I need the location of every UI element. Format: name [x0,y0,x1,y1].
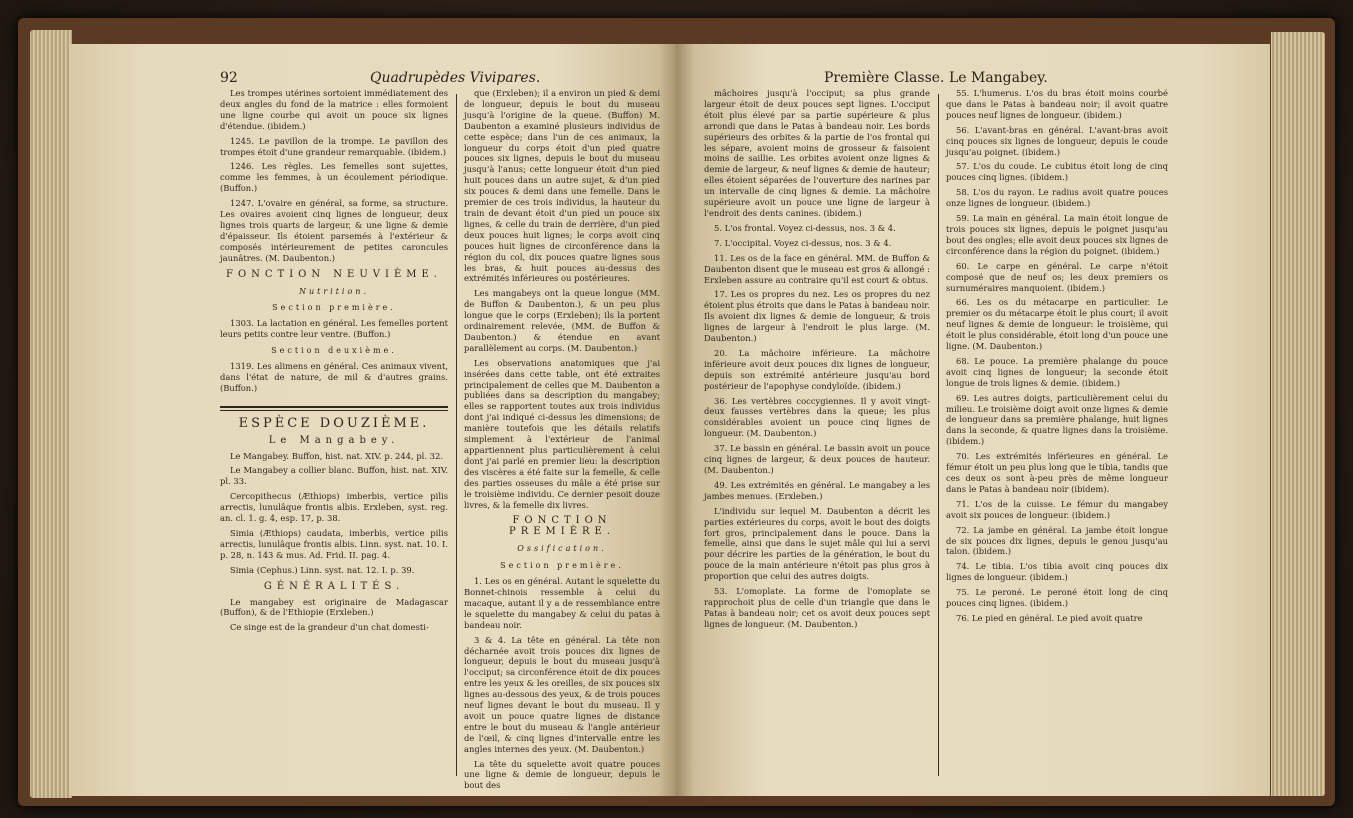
paragraph: Cercopithecus (Æthiops) imberbis, vertice pilis arrectis, lunulâque frontis albis. Erxleben, syst. reg. an. cl. 1. g. 4, esp. 17, p. 38. [220,491,448,524]
section-heading: ESPÈCE DOUZIÈME. [238,415,430,431]
right-page-edges [1271,32,1325,796]
right-page [676,44,1270,796]
paragraph: 60. Le carpe en général. Le carpe n'étoit composé que de neuf os; les deux premiers os surnuméraires manquoient. (ibidem.) [946,260,1168,293]
paragraph: 7. L'occipital. Voyez ci-dessus, nos. 3 & 4. [714,237,892,248]
left-page [70,44,676,796]
section-heading: Section première. [500,561,624,571]
section-heading: Nutrition. [298,286,370,296]
paragraph: 1. Les os en général. Autant le squelette du Bonnet-chinois ressemble à celui du macaque, autant il y a de ressemblance entre le squelette du mangabey & celui du patas à bandeau noir. [464,576,660,630]
left-page-edges [30,30,72,798]
paragraph: 55. L'humerus. L'os du bras étoit moins courbé que dans le Patas à bandeau noir; il avoit quatre pouces neuf lignes de longueur. (ibidem.) [946,88,1168,120]
paragraph: mâchoires jusqu'à l'occiput; sa plus grande largeur étoit de deux pouces sept lignes. L'occiput étoit plus élevé par sa partie supérieure & plus arrondi que dans le Patas à bandeau noir. Les bords supérieurs des orbites & la partie de l'os frontal qui les sépare, avoient moins de grosseur & faisoient moins de saillie. Les orbites avoient onze lignes & demie de largeur, & neuf lignes & demie de hauteur; elles étoient séparées de l'ouverture des narines par un intervalle de cinq lignes & demie. La mâchoire supérieure avoit un pouce une ligne de largeur à l'endroit des dents canines. (ibidem.) [704,88,930,218]
paragraph: 37. Le bassin en général. Le bassin avoit un pouce cinq lignes de largeur, & deux pouces de hauteur. (M. Daubenton.) [704,443,930,475]
paragraph: 53. L'omoplate. La forme de l'omoplate se rapprochoit plus de celle d'un triangle que dans le Patas à bandeau noir; cet os avoit deux pouces sept lignes de longueur. (M. Daubenton.) [704,586,930,629]
left-column-2 [464,88,660,795]
paragraph: 56. L'avant-bras en général. L'avant-bras avoit cinq pouces six lignes de longueur, depuis le coude jusqu'au poignet. (ibidem.) [946,124,1168,157]
paragraph: 76. Le pied en général. Le pied avoit quatre [956,612,1143,623]
paragraph: 1245. Le pavillon de la trompe. Le pavillon des trompes étoit d'une grandeur remarquable. (ibidem.) [220,135,448,157]
paragraph: que (Erxleben); il a environ un pied & demi de longueur, depuis le bout du museau jusqu'à l'origine de la queue. (Buffon) M. Daubenton a examiné plusieurs individus de cette espèce; dans l'un de ces animaux, la longueur du corps étoit d'un pied quatre pouces six lignes, depuis le bout du museau jusqu'à l'anus; cette longueur étoit d'un pied huit pouces dans un autre sujet, & d'un pied six pouces & demi dans une femelle. Dans le premier de ces trois individus, la hauteur du train de devant étoit d'un pied un pouce six lignes, & celle du train de derrière, d'un pied deux pouces huit lignes; le corps avoit cinq pouces huit lignes de circonférence dans la région du col, dix pouces quatre lignes sous les bras, & huit pouces au-dessus des extrémités inférieures ou postérieures. [464,88,660,284]
paragraph: 72. La jambe en général. La jambe étoit longue de six pouces dix lignes, depuis le genou jusqu'au talon. (ibidem.) [946,524,1168,557]
paragraph: 74. Le tibia. L'os tibia avoit cinq pouces dix lignes de longueur. (ibidem.) [946,561,1168,583]
paragraph: Les observations anatomiques que j'ai insérées dans cette table, ont été extraites principalement de celles que M. Daubenton a publiées dans sa description du mangabey; elles se rapportent toutes aux trois individus dont j'ai indiqué ci-dessus les dimensions; de manière toutefois que les détails relatifs simplement à l'extérieur de l'animal appartiennent plus particulièrement à celui dont j'ai parlé en premier lieu: la description des viscères a été faite sur la femelle, & celle des parties osseuses du mâle a été prise sur le troisième individu. Ce dernier pesoit douze livres, & la femelle dix livres. [464,357,660,510]
paragraph: 11. Les os de la face en général. MM. de Buffon & Daubenton disent que le museau est gros & allongé : Erxleben assure au contraire qu'il est court & obtus. [704,252,930,285]
paragraph: Les mangabeys ont la queue longue (MM. de Buffon & Daubenton.), & un peu plus longue que le corps (Erxleben); ils la portent ordinairement relevée, (MM. de Buffon & Daubenton.) & étendue en avant parallèlement au corps. (M. Daubenton.) [464,288,660,353]
right-column-1 [704,88,930,634]
section-heading: Le Mangabey. [268,434,400,446]
section-heading: FONCTION NEUVIÈME. [226,268,442,280]
paragraph: 58. L'os du rayon. Le radius avoit quatre pouces onze lignes de longueur. (ibidem.) [946,187,1168,209]
section-heading: Section première. [272,303,396,313]
paragraph: La tête du squelette avoit quatre pouces une ligne & demie de longueur, depuis le bout des [464,758,660,791]
section-rule [220,406,448,411]
paragraph: 17. Les os propres du nez. Les os propres du nez étoient plus étroits que dans le Patas à bandeau noir. Ils avoient dix lignes & demie de longueur, & trois lignes de largeur à l'endroit le plus large. (M. Daubenton.) [704,289,930,344]
right-column-2 [946,88,1168,628]
left-running-head: Quadrupèdes Vivipares. [370,70,541,86]
left-page-number: 92 [220,70,238,86]
paragraph: Le Mangabey. Buffon, hist. nat. XIV. p. 244, pl. 32. [230,450,444,461]
paragraph: 70. Les extrémités inférieures en général. Le fémur étoit un peu plus long que le tibia, tandis que ces deux os sont à-peu près de même longueur dans le Patas à bandeau noir (ibidem). [946,451,1168,494]
paragraph: 68. Le pouce. La première phalange du pouce avoit cinq lignes de longueur; la seconde étoit longue de trois lignes & demie. (ibidem.) [946,355,1168,388]
paragraph: 1303. La lactation en général. Les femelles portent leurs petits contre leur ventre. (Buffon.) [220,318,448,340]
paragraph: Simia (Æthiops) caudata, imberbis, vertice pilis arrectis, lunulâque frontis albis. Linn. syst. nat. 10. I. p. 28, n. 143 & mus. Ad. Frid. II. pag. 4. [220,528,448,560]
right-running-head: Première Classe. Le Mangabey. [824,70,1048,86]
column-divider [456,94,457,776]
paragraph: 59. La main en général. La main étoit longue de trois pouces six lignes, depuis le poignet jusqu'au bout des ongles; elle avoit deux pouces six lignes de circonférence dans la région du poignet. (ibidem.) [946,213,1168,256]
paragraph: Le Mangabey a collier blanc. Buffon, hist. nat. XIV. pl. 33. [220,465,448,487]
column-divider [938,94,939,776]
paragraph: Ce singe est de la grandeur d'un chat domesti- [230,622,429,633]
paragraph: 20. La mâchoire inférieure. La mâchoire inférieure avoit deux pouces dix lignes de longueur, depuis son extrémité antérieure jusqu'au bord postérieur de l'apophyse condyloïde. (ibidem.) [704,347,930,391]
paragraph: 3 & 4. La tête en général. La tête non décharnée avoit trois pouces dix lignes de longueur, depuis le bout du museau jusqu'à l'occiput; sa circonférence étoit de dix pouces entre les yeux & les oreilles, de six pouces six lignes au-dessous des yeux, & de trois pouces neuf lignes devant le bout du museau. Il y avoit un pouce quatre lignes de distance entre le bout du museau & l'angle antérieur de l'œil, & cinq lignes d'intervalle entre les angles internes des yeux. (M. Daubenton.) [464,634,660,754]
paragraph: 1247. L'ovaire en général, sa forme, sa structure. Les ovaires avoient cinq lignes de longueur, deux lignes trois quarts de largeur, & une ligne & demie d'épaisseur. Ils étoient parsemés à l'extérieur & composés intérieurement de petites caroncules jaunâtres. (M. Daubenton.) [220,198,448,263]
paragraph: 1319. Les alimens en général. Ces animaux vivent, dans l'état de nature, de mil & d'autres grains. (Buffon.) [220,361,448,393]
section-heading: FONCTION PREMIÈRE. [508,515,616,538]
paragraph: Les trompes utérines sortoient immédiatement des deux angles du fond de la matrice : elles formoient une ligne courbe qui avoit un pouce six lignes d'étendue. (ibidem.) [220,88,448,131]
paragraph: 69. Les autres doigts, particulièrement celui du milieu. Le troisième doigt avoit onze lignes & demie de longueur dans sa première phalange, huit lignes dans la seconde, & quatre lignes dans la troisième. (ibidem.) [946,392,1168,447]
paragraph: 71. L'os de la cuisse. Le fémur du mangabey avoit six pouces de longueur. (ibidem.) [946,498,1168,520]
section-heading: Section deuxième. [271,346,397,356]
paragraph: 49. Les extrémités en général. Le mangabey a les jambes menues. (Erxleben.) [704,479,930,501]
paragraph: L'individu sur lequel M. Daubenton a décrit les parties extérieures du corps, avoit le bout des doigts fort gros, principalement dans le pouce. Dans la femelle, ainsi que dans le sujet mâle qui lui a servi pour décrire les parties de la génération, le bout du pouce de la main antérieure n'étoit pas plus gros à proportion que celui des autres doigts. [704,505,930,582]
left-column-1 [220,88,448,637]
paragraph: 57. L'os du coude. Le cubitus étoit long de cinq pouces cinq lignes. (ibidem.) [946,161,1168,183]
paragraph: 1246. Les règles. Les femelles sont sujettes, comme les femmes, à un écoulement périodique. (Buffon.) [220,161,448,194]
section-heading: Ossification. [517,544,607,554]
section-heading: GÉNÉRALITÉS. [263,580,405,592]
paragraph: 5. L'os frontal. Voyez ci-dessus, nos. 3 & 4. [714,222,896,233]
paragraph: Le mangabey est originaire de Madagascar (Buffon), & de l'Ethiopie (Erxleben.) [220,596,448,618]
paragraph: 75. Le peroné. Le peroné étoit long de cinq pouces cinq lignes. (ibidem.) [946,587,1168,609]
paragraph: Simia (Cephus.) Linn. syst. nat. 12. I. p. 39. [230,564,415,575]
paragraph: 36. Les vertèbres coccygiennes. Il y avoit vingt-deux fausses vertèbres dans la queue; les plus considérables avoient un pouce cinq lignes de longueur. (M. Daubenton.) [704,395,930,439]
paragraph: 66. Les os du métacarpe en particulier. Le premier os du métacarpe étoit le plus court; il avoit neuf lignes & demie de longueur: le troisième, qui étoit le plus considérable, étoit long d'un pouce une ligne. (M. Daubenton.) [946,297,1168,352]
